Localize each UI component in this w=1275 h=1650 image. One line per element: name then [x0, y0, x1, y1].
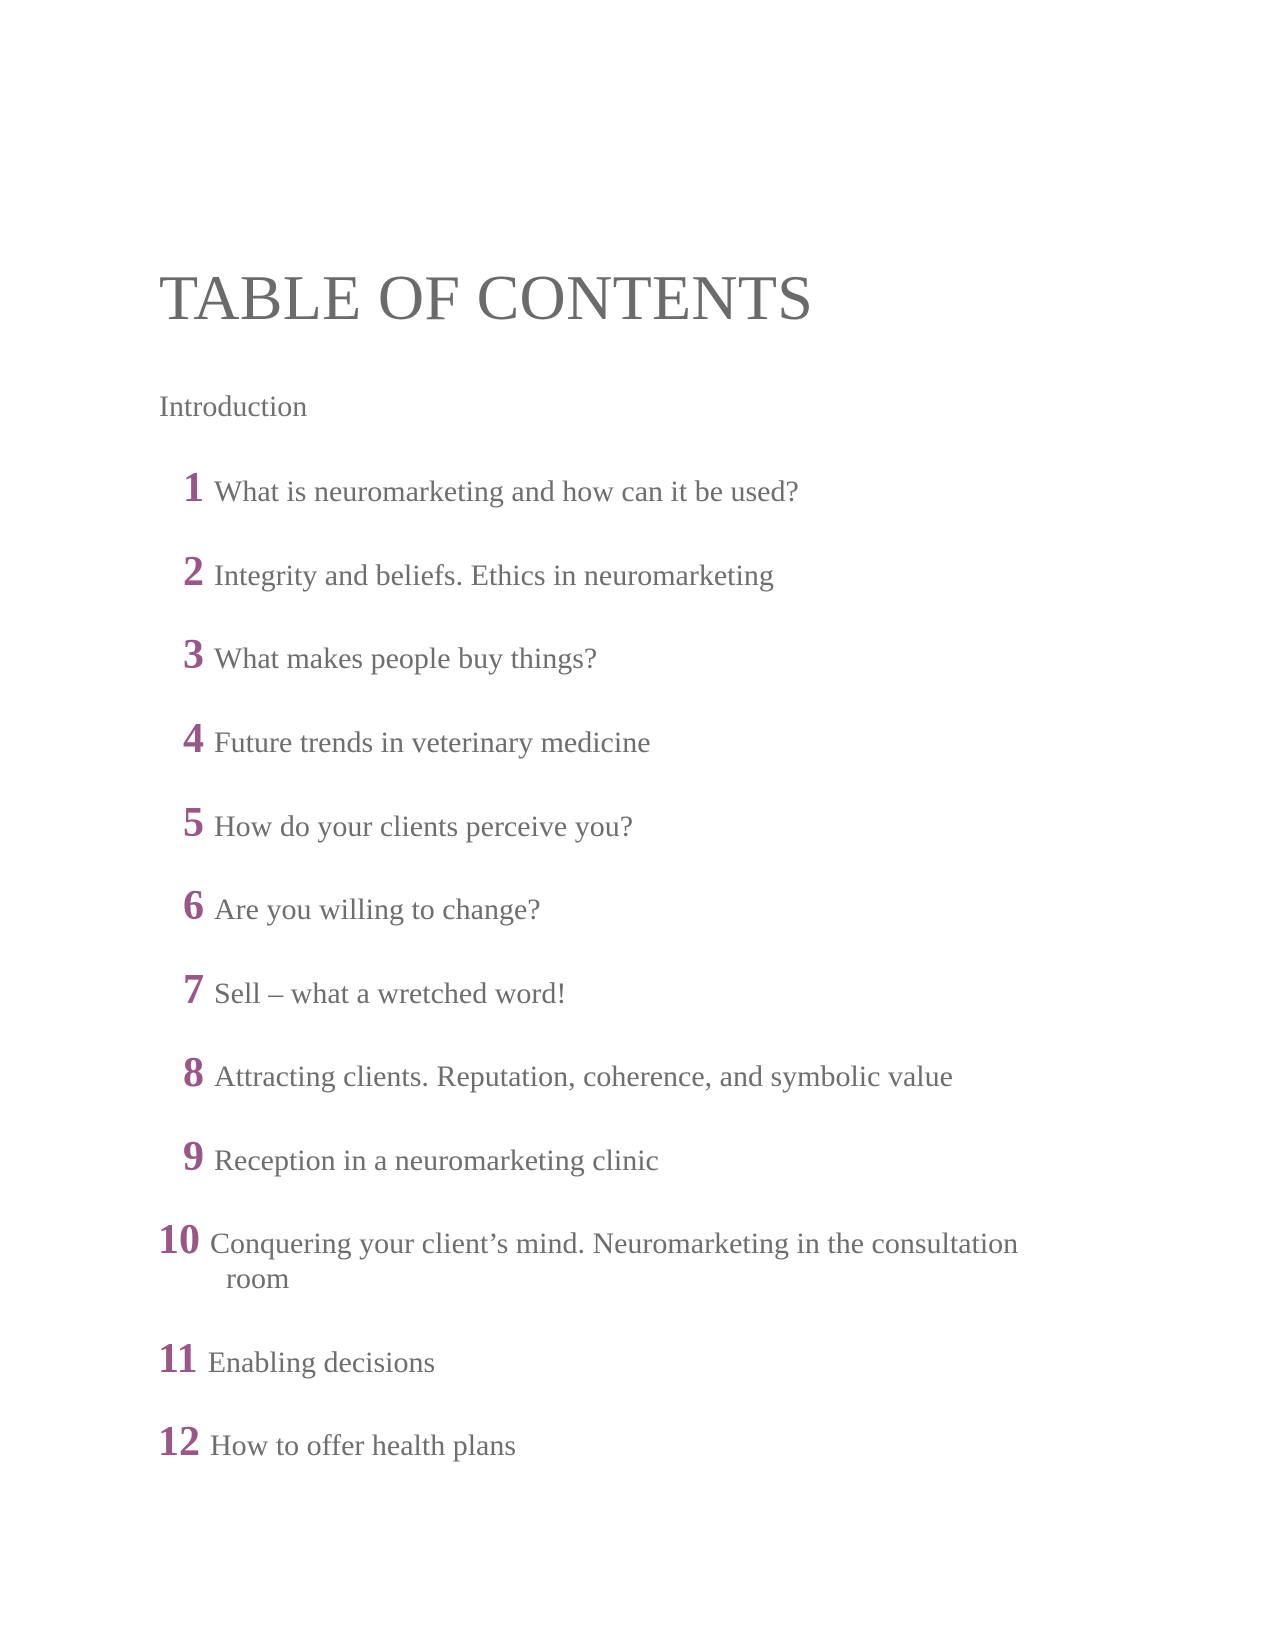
toc-entry-title: Integrity and beliefs. Ethics in neuromarketing	[214, 559, 774, 592]
toc-entry-number: 11	[158, 1336, 198, 1382]
toc-entry-title: How do your clients perceive you?	[214, 810, 634, 843]
toc-entry-title: Enabling decisions	[207, 1346, 436, 1379]
toc-entry-1	[183, 467, 799, 509]
toc-entry-5	[183, 802, 633, 844]
toc-entry-number: 6	[183, 883, 204, 929]
toc-entry-2	[183, 551, 774, 593]
toc-entry-number: 9	[183, 1134, 204, 1180]
toc-entry-number: 3	[183, 632, 204, 678]
toc-entry-title-continuation: room	[226, 1262, 290, 1295]
toc-introduction: Introduction	[159, 390, 308, 423]
toc-entry-title: Conquering your client’s mind. Neuromarketing in the consultation	[210, 1227, 1019, 1260]
toc-entry-number: 8	[183, 1050, 204, 1096]
toc-entry-number: 4	[183, 716, 204, 762]
toc-entry-title: Sell – what a wretched word!	[214, 977, 567, 1010]
toc-entry-title: What is neuromarketing and how can it be used?	[214, 475, 799, 508]
toc-entry-9	[183, 1136, 659, 1178]
toc-entry-number: 2	[183, 549, 204, 595]
toc-entry-title: Reception in a neuromarketing clinic	[214, 1144, 659, 1177]
toc-entry-11	[158, 1338, 435, 1380]
toc-entry-title: Future trends in veterinary medicine	[214, 726, 651, 759]
toc-entry-number: 10	[158, 1217, 200, 1263]
toc-entry-4	[183, 718, 651, 760]
page-title: TABLE OF CONTENTS	[159, 262, 814, 333]
toc-entry-8	[183, 1052, 953, 1094]
toc-entry-6	[183, 885, 541, 927]
toc-entry-title: How to offer health plans	[210, 1429, 517, 1462]
toc-entry-title: Are you willing to change?	[214, 893, 541, 926]
toc-entry-number: 12	[158, 1419, 200, 1465]
toc-entry-10	[158, 1219, 1018, 1261]
toc-entry-title: Attracting clients. Reputation, coherence, and symbolic value	[214, 1060, 953, 1093]
toc-entry-number: 1	[183, 465, 204, 511]
toc-entry-12	[158, 1421, 516, 1463]
toc-entry-number: 7	[183, 967, 204, 1013]
toc-entry-title: What makes people buy things?	[214, 642, 598, 675]
toc-entry-3	[183, 634, 597, 676]
toc-entry-7	[183, 969, 566, 1011]
toc-entry-number: 5	[183, 800, 204, 846]
